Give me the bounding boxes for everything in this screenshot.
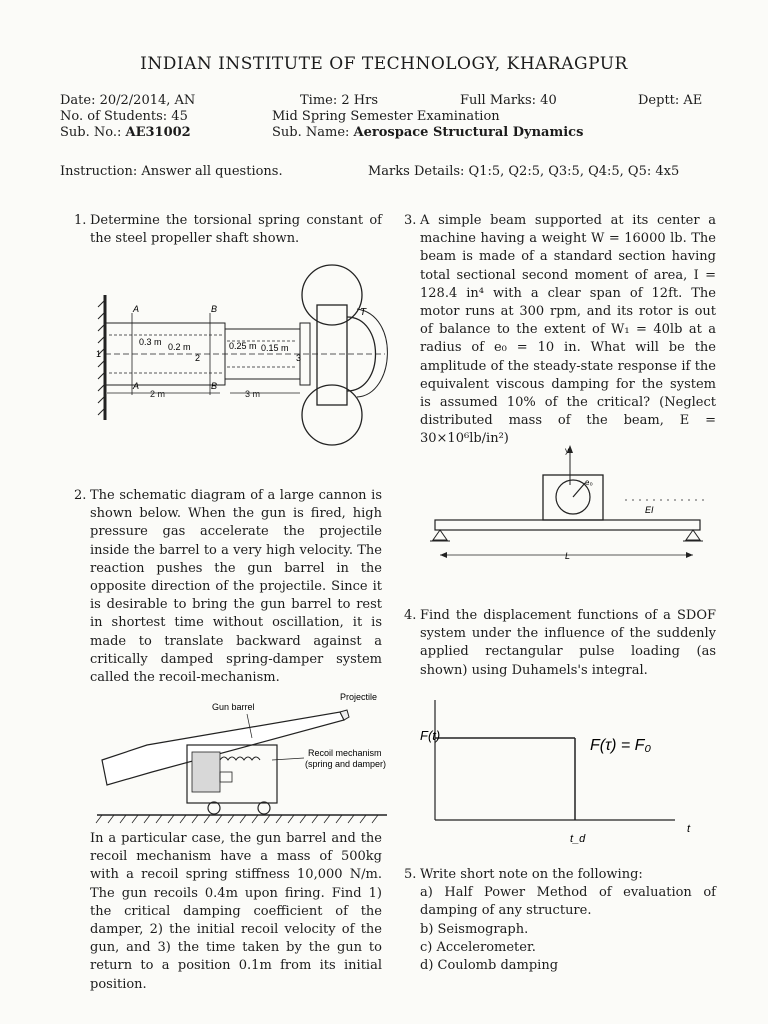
marks-details: Marks Details: Q1:5, Q2:5, Q3:5, Q4:5, Q5: 4x5 bbox=[368, 164, 680, 179]
length-label-2: 3 m bbox=[245, 389, 261, 399]
question-2-continued bbox=[90, 830, 382, 994]
question-number: 1. bbox=[74, 213, 87, 228]
span-length-label: L bbox=[565, 551, 571, 561]
pulse-loading-figure bbox=[415, 690, 715, 850]
question-text: A simple beam supported at its center a machine having a weight W = 16000 lb. The beam is made of a standard section having total sectional second moment of area, I = 128.4 in⁴ with a clear span of 12ft. The motor runs at 300 rpm, and its rotor is out of balance to the extent of W₁ = 40lb at a radius of e₀ = 10 in. What will be the amplitude of the steady-state response if the equivalent viscous damping for the system is assumed 10% of the critical? (Neglect distributed mass of the beam, E = 30×10⁶lb/in²) bbox=[420, 213, 716, 447]
question-2 bbox=[74, 487, 382, 687]
question-text: Write short note on the following: bbox=[420, 867, 643, 882]
question-text: Find the displacement functions of a SDOF system under the influence of the suddenly applied rectangular pulse loading (as shown) using Duhamels's integral. bbox=[420, 608, 716, 678]
beam-ei-label: EI bbox=[645, 505, 654, 515]
recoil-mechanism-label: Recoil mechanism bbox=[308, 748, 382, 758]
eccentricity-label: e₀ bbox=[585, 478, 593, 487]
exam-time: Time: 2 Hrs bbox=[300, 93, 378, 108]
section-b-label-lower: B bbox=[211, 381, 218, 391]
question-text: In a particular case, the gun barrel and the recoil mechanism have a mass of 500kg with a recoil spring stiffness 10,000 N/m. The gun recoils 0.4m upon firing. Find 1) the critical damping coefficient of the damper, 2) the initial recoil velocity of the gun, and 3) the time taken by the gun to return to a position 0.1m from its initial position. bbox=[90, 831, 382, 992]
department: Deptt: AE bbox=[638, 93, 703, 108]
list-item: b) Seismograph. bbox=[420, 921, 529, 937]
question-number: 5. bbox=[404, 867, 417, 882]
y-axis-label: y bbox=[565, 446, 569, 455]
beam-machine-figure bbox=[425, 445, 725, 570]
question-3 bbox=[404, 212, 716, 449]
diameter-label-3: 0.25 m bbox=[229, 341, 257, 351]
diameter-label-4: 0.15 m bbox=[261, 343, 289, 353]
instruction: Instruction: Answer all questions. bbox=[60, 164, 283, 179]
time-axis-label: t bbox=[687, 823, 691, 835]
force-axis-label: F(t) bbox=[420, 728, 441, 743]
question-number: 3. bbox=[404, 213, 417, 228]
exam-type: Mid Spring Semester Examination bbox=[272, 109, 500, 124]
gun-barrel-label: Gun barrel bbox=[212, 702, 255, 712]
cannon-recoil-figure bbox=[92, 690, 402, 830]
recoil-mechanism-sublabel: (spring and damper) bbox=[305, 759, 387, 769]
question-number: 4. bbox=[404, 608, 417, 623]
point-1-label: 1 bbox=[96, 349, 102, 359]
question-text: The schematic diagram of a large cannon is shown below. When the gun is fired, high pressure gas accelerate the projectile inside the barrel to a very high velocity. The reaction pushes the gun barrel in the opposite direction of the projectile. Since it is desirable to bring the gun barrel to rest in shortest time without oscillation, it is made to translate backward against a critically damped spring-damper system called the recoil-mechanism. bbox=[90, 488, 382, 686]
section-a-label-lower: A bbox=[133, 381, 140, 391]
exam-date: Date: 20/2/2014, AN bbox=[60, 93, 196, 108]
point-3-label: 3 bbox=[296, 353, 302, 363]
section-a-label: A bbox=[133, 304, 140, 314]
exam-title: INDIAN INSTITUTE OF TECHNOLOGY, KHARAGPUR bbox=[140, 54, 628, 74]
section-b-label: B bbox=[211, 304, 218, 314]
diameter-label-2: 0.2 m bbox=[168, 342, 191, 352]
duration-label: t_d bbox=[570, 833, 586, 845]
point-2-label: 2 bbox=[195, 353, 201, 363]
propeller-shaft-figure bbox=[95, 245, 395, 465]
projectile-label: Projectile bbox=[340, 692, 378, 702]
list-item: d) Coulomb damping bbox=[420, 958, 559, 974]
list-item: a) Half Power Method of evaluation of damping of any structure. bbox=[420, 885, 716, 919]
torque-label: T bbox=[360, 307, 367, 318]
full-marks: Full Marks: 40 bbox=[460, 93, 557, 108]
diameter-label-1: 0.3 m bbox=[139, 337, 162, 347]
pulse-equation: F(τ) = F₀ bbox=[590, 737, 652, 754]
list-item: c) Accelerometer. bbox=[420, 939, 536, 955]
question-number: 2. bbox=[74, 488, 87, 503]
student-count: No. of Students: 45 bbox=[60, 109, 188, 124]
question-1 bbox=[74, 212, 382, 248]
question-text: Determine the torsional spring constant of the steel propeller shaft shown. bbox=[90, 213, 382, 247]
subject-number: Sub. No.: AE31002 bbox=[60, 125, 191, 140]
subject-name: Sub. Name: Aerospace Structural Dynamics bbox=[272, 125, 584, 140]
length-label-1: 2 m bbox=[150, 389, 166, 399]
question-4 bbox=[404, 607, 716, 680]
question-5 bbox=[404, 866, 716, 975]
